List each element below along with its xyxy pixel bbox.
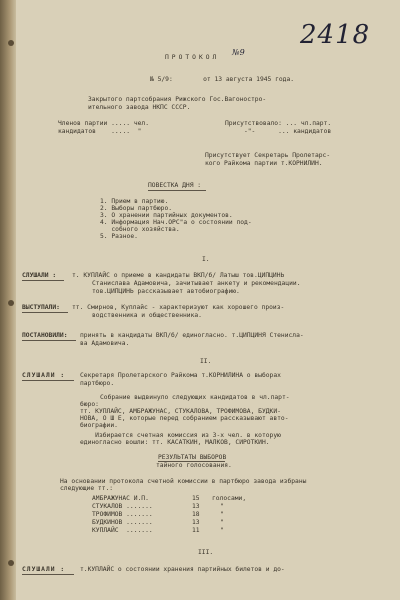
sec1-slushali-line: тов.ЦИПЦИНЬ рассказывает автобиографию. [92, 288, 240, 295]
label-underline [22, 380, 74, 381]
present-line: Присутствовало: ... чл.парт. [225, 120, 332, 127]
results-subtitle: тайного голосования. [156, 462, 232, 469]
section-number: I. [202, 256, 210, 263]
results-intro-line: следующие тт.: [60, 485, 114, 492]
sec1-vystupali-line: водственника и общественника. [92, 312, 202, 319]
sec2-text-line: единогласно вошли: тт. КАСАТКИН, МАЛКОВ, СИРОТКИН. [80, 439, 270, 446]
agenda-item: 5. Разное. [100, 233, 138, 240]
result-votes: 15 [192, 495, 200, 502]
result-unit: " [220, 519, 224, 526]
result-votes: 13 [192, 519, 200, 526]
sec2-text-line: бюро: [80, 401, 99, 408]
binding-hole [8, 40, 14, 46]
result-name: АМБРАЖУНАС И.П. [92, 495, 149, 502]
number-date: № 5/9: от 13 августа 1945 года. [150, 76, 295, 83]
sec3-slushali-line: т.КУПЛАЙС о состоянии хранения партийных билетов и до- [80, 566, 285, 573]
document-title: ПРОТОКОЛ [165, 54, 220, 61]
agenda-title: ПОВЕСТКА ДНЯ : [148, 182, 202, 189]
sec1-slushali-line: Станислава Адамовича, зачитывает анкету и рекомендации. [92, 280, 301, 287]
sec1-postanovili-line: принять в кандидаты ВКП/б/ единогласно. т.ЦИПЦИНЯ Стенисла- [80, 332, 304, 339]
present-line: -"- ... кандидатов [225, 128, 332, 135]
sec2-text-line: Избирается счетная комиссия из 3-х чел. в которую [80, 432, 281, 439]
sec2-text-line: тт. КУПЛАЙС, АМБРАЖУНАС, СТУКАЛОВА, ТРОФИМОВА, БУДКИ- [80, 408, 281, 415]
meeting-desc-line: Закрытого партсобрания Рижского Гос.Вагоностро- [88, 96, 267, 103]
result-unit: " [220, 511, 224, 518]
agenda-item: 4. Информация Нач.ОРС"а о состоянии под- [100, 219, 252, 226]
slushali-label: СЛУШАЛИ : [22, 566, 66, 573]
result-votes: 11 [192, 527, 200, 534]
slushali-label: СЛУШАЛИ : [22, 272, 57, 279]
postanovili-label: ПОСТАНОВИЛИ: [22, 332, 68, 339]
label-underline [22, 280, 64, 281]
agenda-item: 1. Прием в партию. [100, 198, 169, 205]
binding-hole [8, 560, 14, 566]
sec1-postanovili-line: ва Адамовича. [80, 340, 130, 347]
sec2-text-line: Собрание выдвинуло следующих кандидатов в чл.парт- [100, 394, 290, 401]
result-name: КУПЛАЙС ....... [92, 527, 153, 534]
sec2-slushali-line: Секретаря Пролетарского Райкома т.КОРНИЛИНА о выборах [80, 372, 281, 379]
result-unit: " [220, 503, 224, 510]
label-underline [22, 312, 68, 313]
result-name: СТУКАЛОВ ....... [92, 503, 153, 510]
result-name: ТРОФИМОВ ....... [92, 511, 153, 518]
binding-hole [8, 300, 14, 306]
result-votes: 18 [192, 511, 200, 518]
agenda-item: собного хозяйства. [100, 226, 180, 233]
sec2-text-line: НОВА, О Ш Е, которые перед собранием рассказывают авто- [80, 415, 289, 422]
section-number: III. [198, 549, 214, 556]
secretary-line: кого Райкома партии т.КОРНИЛИН. [205, 160, 323, 167]
members-line: кандидатов ..... " [58, 128, 142, 135]
sec2-text-line: биографии. [80, 422, 118, 429]
label-underline [22, 574, 74, 575]
agenda-item: 3. О хранении партийных документов. [100, 212, 233, 219]
results-title: РЕЗУЛЬТАТЫ ВЫБОРОВ [158, 454, 227, 461]
archive-number: 2418 [300, 20, 371, 50]
members-line: Членов партии ..... чел. [58, 120, 149, 127]
sec2-slushali-line: партбюро. [80, 380, 115, 387]
slushali-label: СЛУШАЛИ : [22, 372, 66, 379]
result-unit: голосами, [212, 495, 247, 502]
secretary-line: Присутствует Секретарь Пролетарс- [205, 152, 331, 159]
sec1-vystupali-line: тт. Смирнов, Куплайс - характеризуют как хорошего произ- [72, 304, 285, 311]
section-number: II. [200, 358, 212, 365]
result-unit: " [220, 527, 224, 534]
sec1-slushali-line: т. КУПЛАЙС о приеме в кандидаты ВКП/б/ Латыш тов.ЦИПЦИНЬ [72, 272, 285, 279]
page-mark: №9 [232, 48, 245, 57]
agenda-item: 2. Выборы партбюро. [100, 205, 173, 212]
result-name: БУДКИНОВ ....... [92, 519, 153, 526]
results-intro-line: На основании протокола счетной комиссии в партбюро завода избраны [60, 478, 307, 485]
meeting-desc-line: ительного завода НКПС СССР. [88, 104, 191, 111]
result-votes: 13 [192, 503, 200, 510]
label-underline [22, 340, 76, 341]
agenda-underline [148, 190, 206, 191]
vystupali-label: ВЫСТУПАЛИ: [22, 304, 60, 311]
